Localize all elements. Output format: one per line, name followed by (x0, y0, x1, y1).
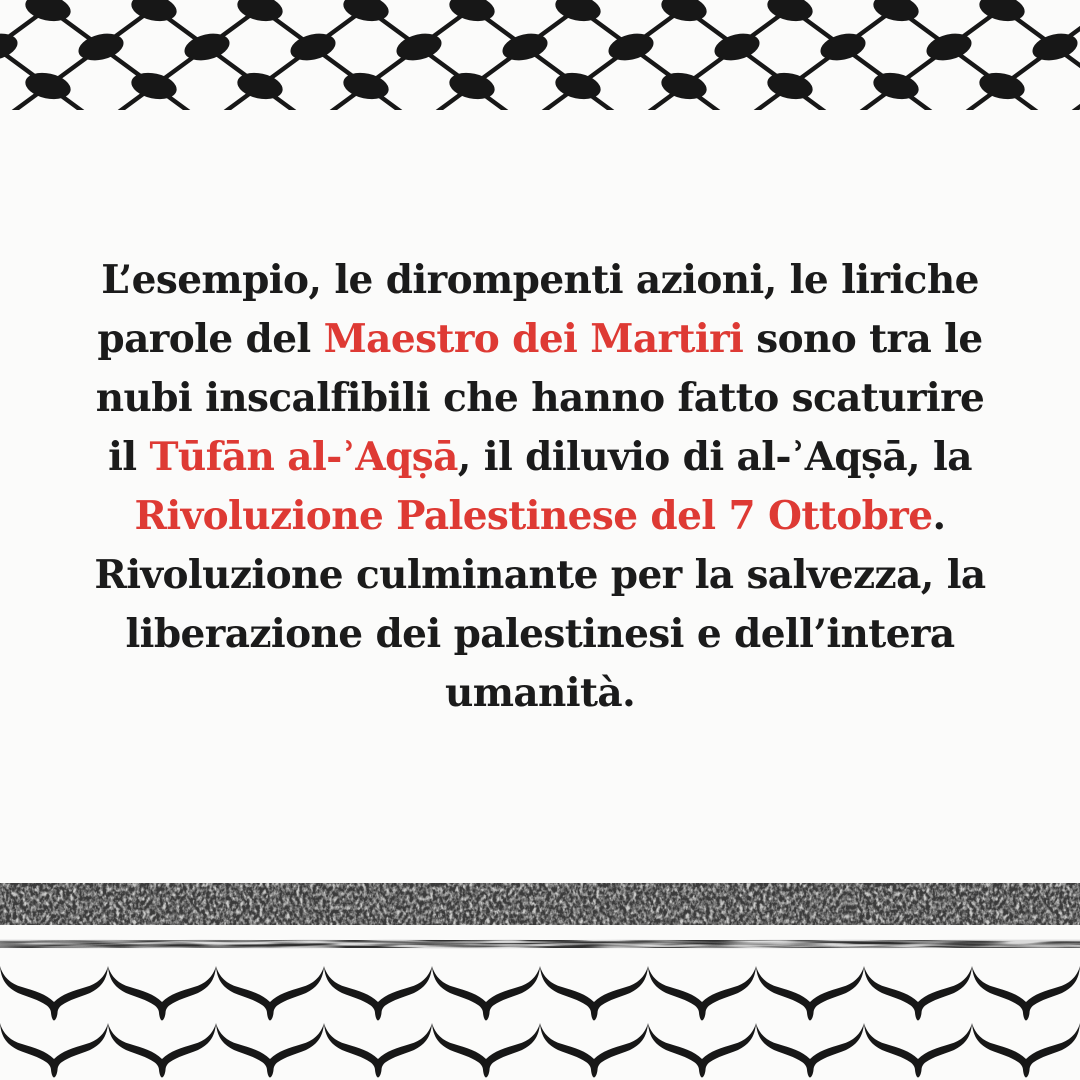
text-line-7 (0, 605, 1080, 664)
grunge-line-decoration (0, 939, 1080, 949)
text-line-6 (0, 546, 1080, 605)
text-segment: . (932, 493, 946, 539)
text-segment: Tūfān al-ʾAqṣā (149, 434, 458, 480)
text-segment: nubi inscalfibili che hanno fatto scaturire (95, 375, 985, 421)
quote-text (0, 251, 1080, 723)
text-segment: , il diluvio di al-ʾAqṣā, la (457, 434, 972, 480)
keffiyeh-wave-pattern-icon (0, 966, 1080, 1080)
grunge-bar-decoration (0, 883, 1080, 925)
text-line-2 (0, 310, 1080, 369)
text-segment: Rivoluzione Palestinese del 7 Ottobre (134, 493, 933, 539)
text-segment: liberazione dei palestinesi e dell’intera (125, 611, 955, 657)
text-segment: il (108, 434, 150, 480)
text-line-8 (0, 664, 1080, 723)
text-segment: Maestro dei Martiri (323, 316, 744, 362)
keffiyeh-net-pattern-icon (0, 0, 1080, 110)
text-segment: parole del (97, 316, 324, 362)
text-line-3 (0, 369, 1080, 428)
text-line-1 (0, 251, 1080, 310)
text-segment: L’esempio, le dirompenti azioni, le liriche (101, 257, 979, 303)
text-line-4 (0, 428, 1080, 487)
text-segment: umanità. (444, 670, 636, 716)
text-segment: sono tra le (743, 316, 983, 362)
text-segment: Rivoluzione culminante per la salvezza, la (94, 552, 986, 598)
text-line-5 (0, 487, 1080, 546)
